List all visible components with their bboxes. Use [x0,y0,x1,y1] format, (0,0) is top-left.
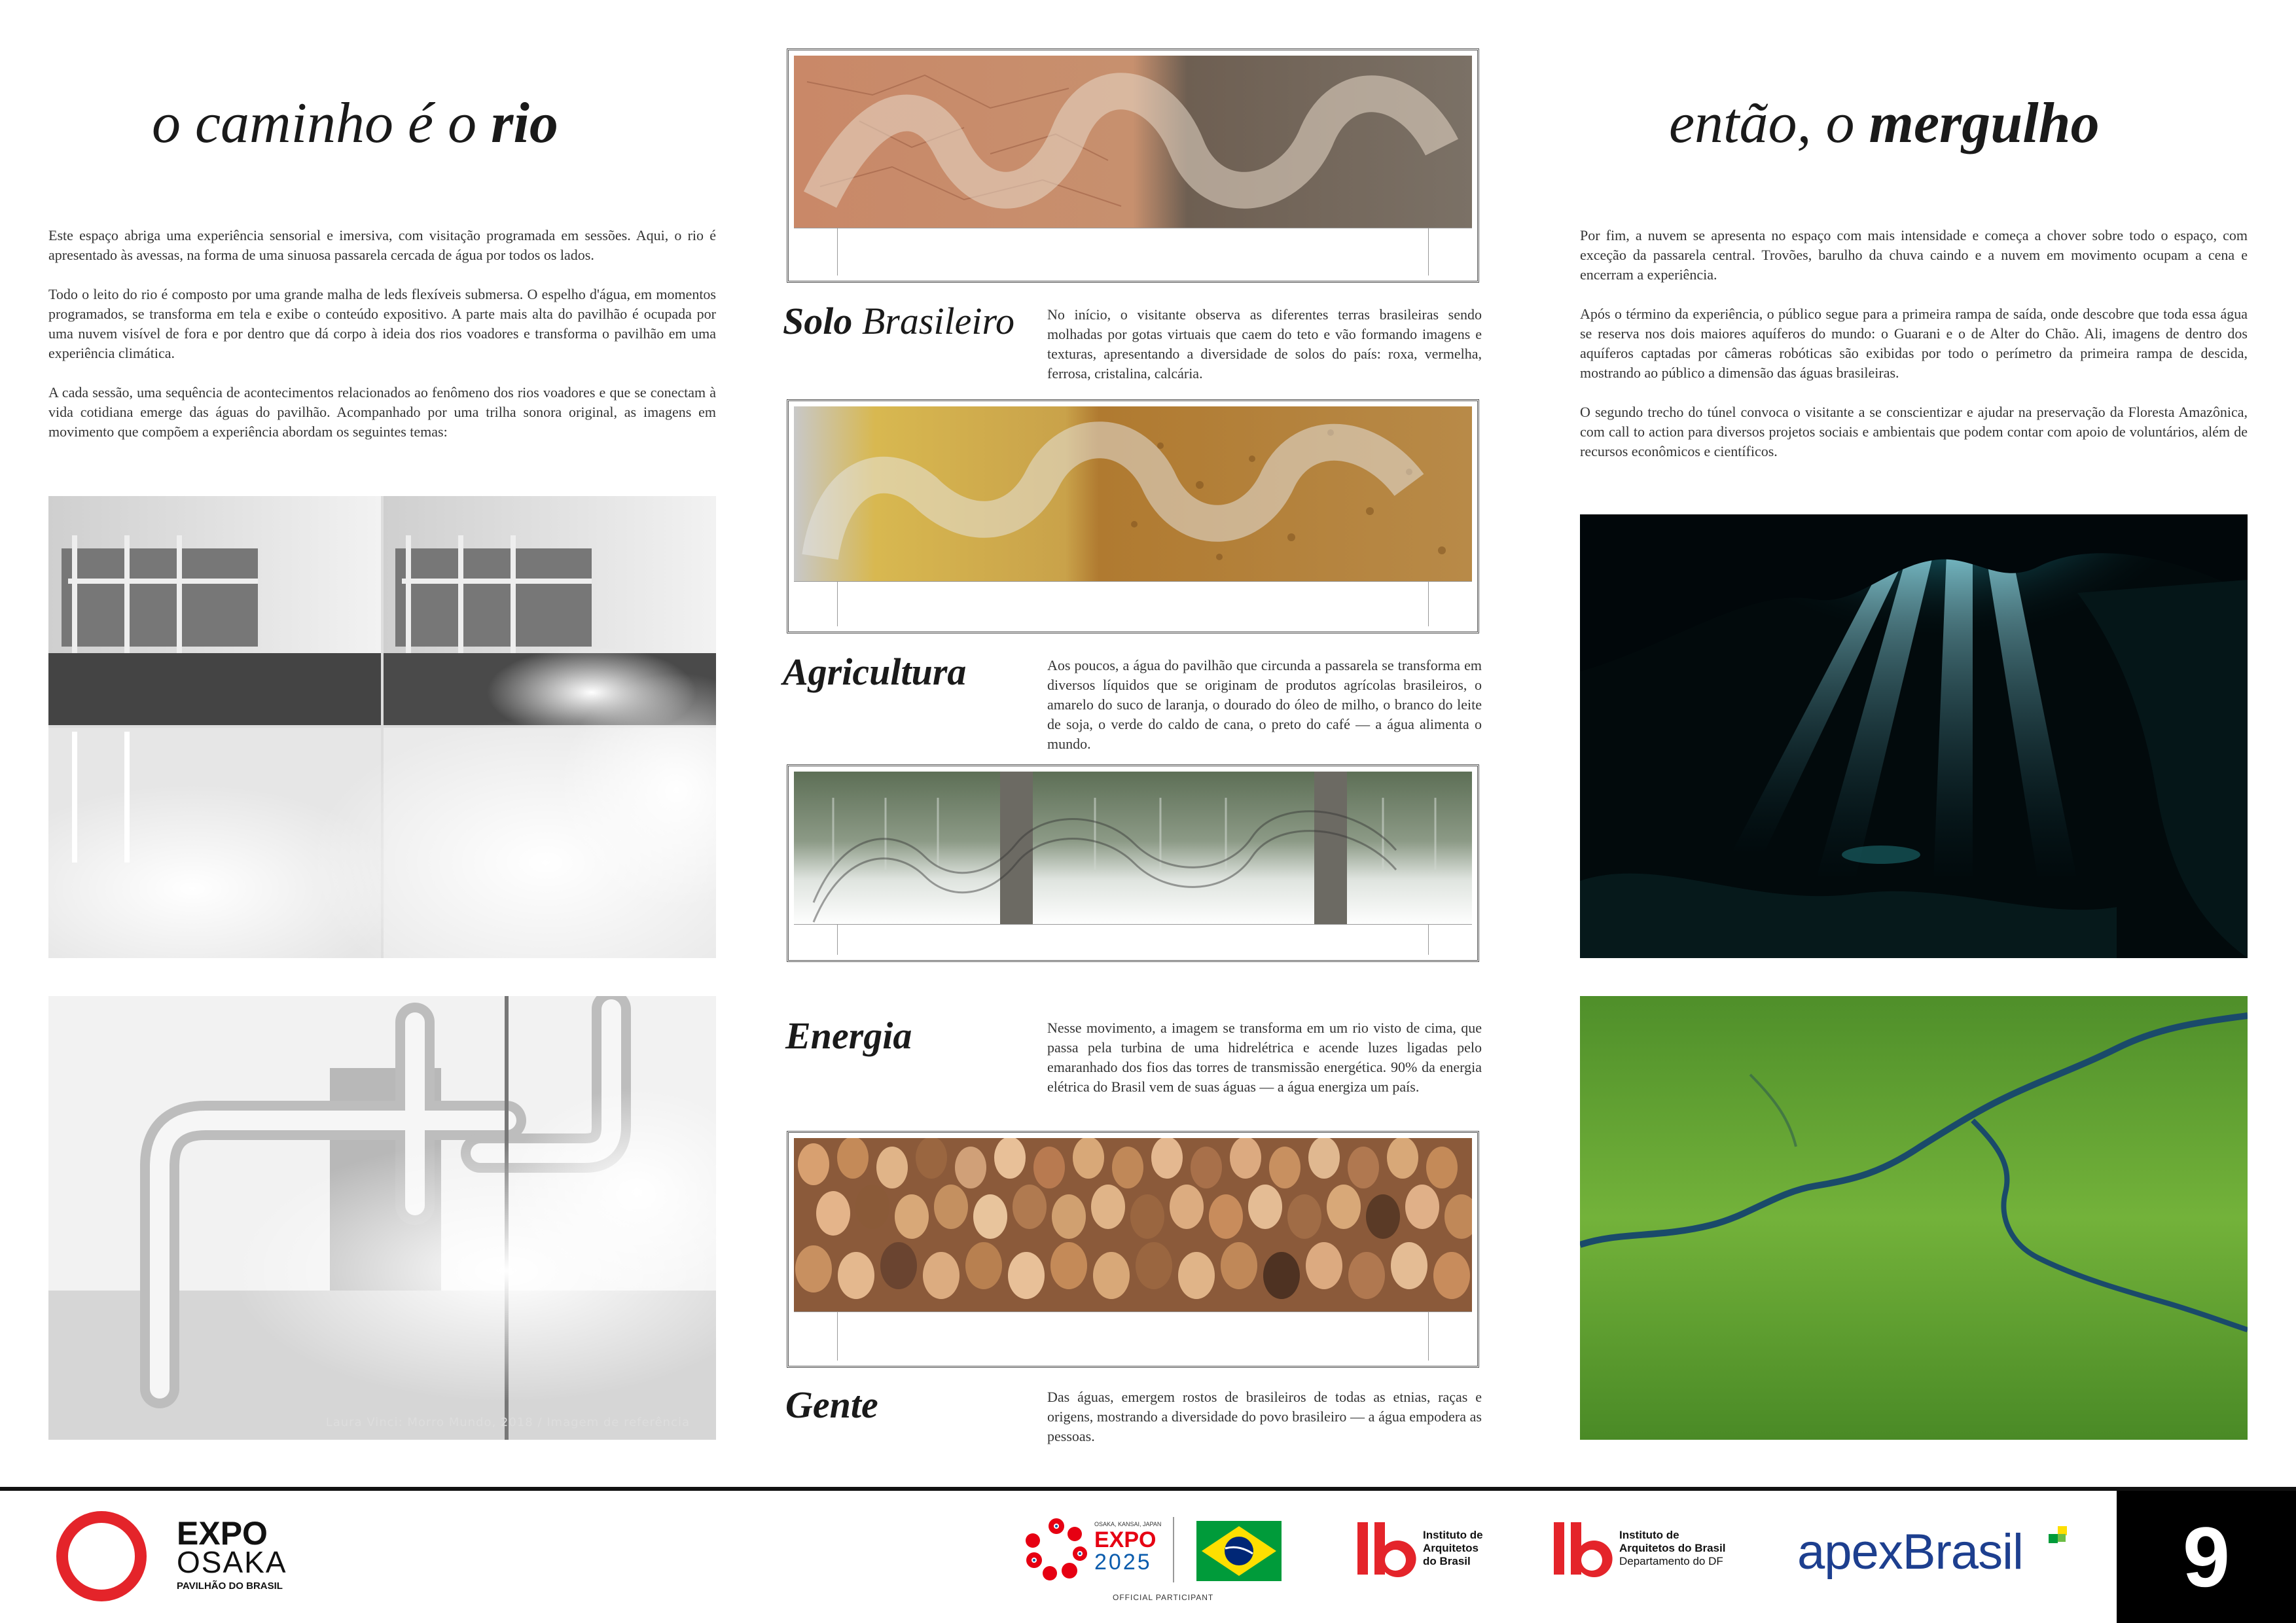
iab-df-text-1: Instituto de [1619,1529,1679,1541]
iab-text-2: Arquitetos [1423,1542,1479,1554]
apex-mark-icon [2049,1526,2075,1552]
logo-separator [1173,1517,1174,1582]
expo2025-expo: EXPO [1094,1527,1157,1552]
expo2025-year: 2025 [1094,1550,1152,1575]
iab-df-text-3: Departamento do DF [1619,1555,1723,1567]
left-paragraph-1: Este espaço abriga uma experiência sensorial e imersiva, com visitação programada em sessões. Aqui, o rio é apresentado às avessas, na forma de uma sinuosa passarela cercada de água por todos os lados. [48,227,716,263]
left-paragraph-2: Todo o leito do rio é composto por uma grande malha de leds flexíveis submersa. O espelho d'água, em momentos programados, se transforma em tela e exibe o conteúdo expositivo. A parte mais alta do pavilhão é ocupada por uma nuvem visível de fora e por dentro que dá corpo à ideia dos rios voadores e transforma o pavilhão em uma experiência climática. [48,286,716,361]
aquifer-image [1580,514,2248,958]
red-circle-icon [52,1505,151,1603]
fog-room-photos [48,496,716,958]
myaku-myaku-icon [1024,1517,1089,1582]
expo2025-top-text: OSAKA, KANSAI, JAPAN [1094,1521,1162,1527]
brazil-flag-icon [1196,1521,1282,1581]
section-text-agricultura: Aos poucos, a água do pavilhão que circunda a passarela se transforma em diversos líquidos que se originam de produtos agrícolas brasileiros, o amarelo do suco de laranja, o dourado do óleo de milho, o branco do leite de soja, o verde do caldo de cana, o preto do café — a água alimenta o mundo. [1047,657,1482,752]
left-body [48,226,716,461]
expo-osaka-line3: PAVILHÃO DO BRASIL [177,1580,283,1592]
section-text-gente: Das águas, emergem rostos de brasileiros de todas as etnias, raças e origens, mostrando a diversidade do povo brasileiro — a água empodera as pessoas. [1047,1389,1482,1444]
pipes-fog-photo [48,996,716,1440]
left-title: o caminho é o rio [152,92,558,155]
iab-df-mark-icon [1551,1517,1617,1580]
iab-df-logo [1551,1517,1767,1589]
section-text-solo: No início, o visitante observa as diferentes terras brasileiras sendo molhadas por gotas virtuais que caem do teto e vão formando imagens e texturas, apresentando a diversidade de solos do país: roxa, vermelha, ferrosa, cristalina, calcária. [1047,306,1482,382]
amazon-river-aerial-photo [1580,996,2248,1440]
left-paragraph-3: A cada sessão, uma sequência de acontecimentos relacionados ao fenômeno dos rios voadores e que se conectam à vida cotidiana emerge das águas do pavilhão. Acompanhado por uma trilha sonora original, as imagens em movimento que compõem a experiência abordam os seguintes temas: [48,384,716,440]
expo2025-logo [1021,1512,1296,1610]
underwater-cave-photo [1580,514,2248,958]
right-body [1580,226,2248,481]
iab-logo [1355,1517,1525,1589]
page-number: 9 [2117,1491,2296,1623]
iab-df-text-2: Arquitetos do Brasil [1619,1542,1726,1554]
fog-photo-grid [48,496,716,958]
iab-text-1: Instituto de [1423,1529,1483,1541]
right-paragraph-3: O segundo trecho do túnel convoca o visitante a se conscientizar e ajudar na preservação da Floresta Amazônica, com call to action para diversos projetos sociais e ambientais que podem contar com apoio de voluntários, além de recursos econômicos e científicos. [1580,404,2248,459]
people-strip [787,1131,1479,1368]
agriculture-strip [787,399,1479,633]
iab-text-3: do Brasil [1423,1555,1471,1567]
section-text-energia: Nesse movimento, a imagem se transforma em um rio visto de cima, que passa pela turbina de uma hidrelétrica e acende luzes ligadas pelo emaranhado dos fios das torres de transmissão energética. 90% da energia elétrica do Brasil vem de suas águas — a água energiza um país. [1047,1020,1482,1095]
energy-strip [787,764,1479,962]
section-title-energia: Energia [785,1014,912,1057]
expo-osaka-logo [52,1505,314,1603]
section-title-agricultura: Agricultura [783,651,967,693]
photo-caption: Laura Vinci: Morro Mundo, 2018 / Imagem de referência [325,1416,690,1429]
apex-brasil-logo [1797,1518,2079,1584]
section-title-solo: Solo Brasileiro [783,300,1014,342]
agriculture-image [794,406,1472,586]
amazon-forest-image [1580,996,2248,1440]
expo-osaka-line2: OSAKA [177,1545,287,1579]
energy-image [794,772,1472,926]
soil-strip [787,48,1479,283]
right-title: então, o mergulho [1669,92,2100,155]
soil-image [794,56,1472,232]
right-paragraph-1: Por fim, a nuvem se apresenta no espaço com mais intensidade e começa a chover sobre todo o espaço, com exceção da passarela central. Trovões, barulho da chuva caindo e a nuvem em movimento ocupam a cena e encerram a experiência. [1580,227,2248,283]
footer-divider [0,1487,2296,1491]
official-participant: OFFICIAL PARTICIPANT [1113,1593,1214,1602]
apex-brasil-text: apexBrasil [1797,1524,2023,1580]
right-paragraph-2: Após o término da experiência, o público segue para a primeira rampa de saída, onde descobre que toda essa água se reserva nos dois maiores aquíferos do mundo: o Guarani e o de Alter do Chão. Ali, imagens de dentro dos aquíferos captadas por câmeras robóticas são exibidas por todo o perímetro da primeira rampa de descida, mostrando ao público a dimensão das águas brasileiras. [1580,306,2248,381]
iab-mark-icon [1355,1517,1420,1580]
section-title-gente: Gente [785,1383,878,1426]
pipes-installation-image [48,996,716,1440]
people-faces-image [794,1138,1472,1315]
expo-osaka-line1: EXPO [177,1515,268,1552]
